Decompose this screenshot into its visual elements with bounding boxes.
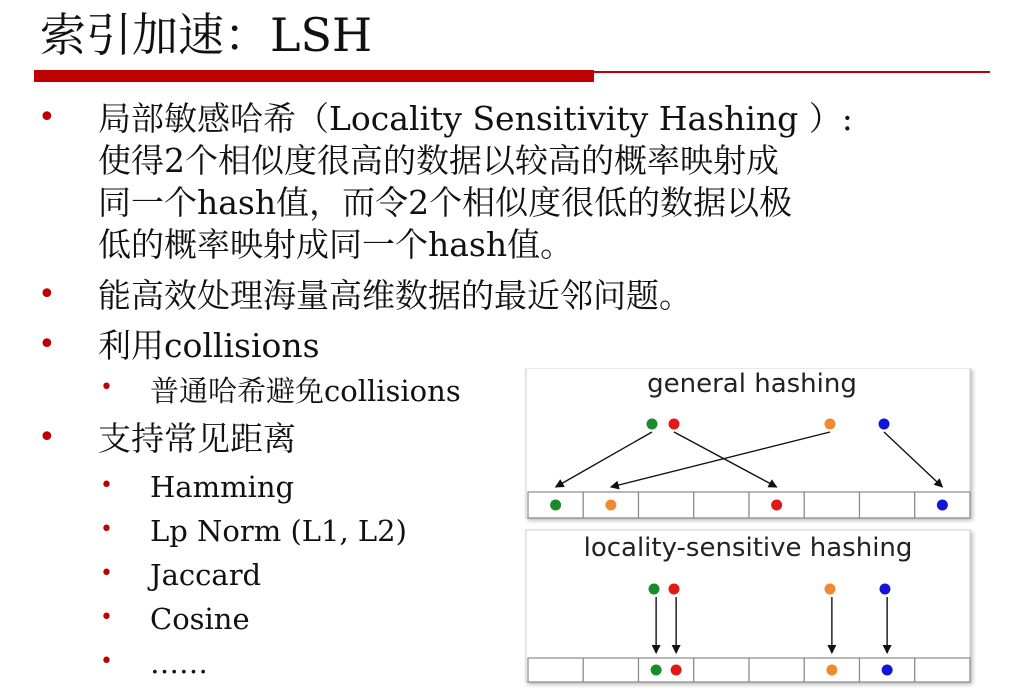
hash-bucket-5 bbox=[749, 658, 804, 682]
hash-bucket-row bbox=[528, 658, 970, 682]
bullet-2-text: 能高效处理海量高维数据的最近邻问题。 bbox=[98, 276, 692, 315]
orange-hashed-point bbox=[826, 665, 837, 676]
lsh-title: locality-sensitive hashing bbox=[583, 533, 913, 563]
bullet-4-sub-3: Jaccard bbox=[150, 558, 262, 592]
bullet-dot: • bbox=[38, 277, 56, 312]
bullet-dot: • bbox=[38, 100, 56, 135]
bullet-3-text: 利用collisions bbox=[98, 326, 320, 365]
bullet-1-line-1: 局部敏感哈希（Locality Sensitivity Hashing ）: bbox=[98, 99, 853, 138]
green-hashed-point bbox=[550, 500, 561, 511]
green-hashed-point bbox=[651, 665, 662, 676]
page-title: 索引加速：LSH bbox=[40, 8, 373, 62]
blue-input-point bbox=[879, 419, 890, 430]
hash-bucket-8 bbox=[915, 658, 970, 682]
bullet-1-line-3: 同一个hash值，而令2个相似度很低的数据以极 bbox=[98, 183, 793, 222]
bullet-4-sub-2: Lp Norm (L1, L2) bbox=[150, 514, 407, 548]
orange-input-point bbox=[825, 419, 836, 430]
hash-bucket-7 bbox=[860, 492, 915, 518]
red-input-point bbox=[669, 584, 680, 595]
hash-bucket-2 bbox=[583, 658, 638, 682]
lsh-panel bbox=[526, 530, 970, 682]
sub-bullet-dot: • bbox=[100, 605, 113, 630]
general-hashing-title: general hashing bbox=[647, 369, 857, 399]
hash-bucket-4 bbox=[694, 492, 749, 518]
sub-bullet-dot: • bbox=[100, 473, 113, 498]
bullet-dot: • bbox=[38, 420, 56, 455]
bullet-3-sub-1: 普通哈希避免collisions bbox=[150, 374, 461, 408]
hash-bucket-3 bbox=[639, 492, 694, 518]
green-input-point bbox=[647, 419, 658, 430]
red-hashed-point bbox=[771, 500, 782, 511]
sub-bullet-dot: • bbox=[100, 517, 113, 542]
hash-bucket-row bbox=[528, 492, 970, 518]
hash-bucket-6 bbox=[804, 492, 859, 518]
red-input-point bbox=[669, 419, 680, 430]
sub-bullet-dot: • bbox=[100, 375, 113, 400]
hash-bucket-4 bbox=[694, 658, 749, 682]
sub-bullet-dot: • bbox=[100, 561, 113, 586]
green-input-point bbox=[649, 584, 660, 595]
blue-hashed-point bbox=[882, 665, 893, 676]
bullet-1-line-4: 低的概率映射成同一个hash值。 bbox=[98, 225, 574, 264]
blue-input-point bbox=[880, 584, 891, 595]
orange-hashed-point bbox=[605, 500, 616, 511]
hash-bucket-3 bbox=[639, 658, 694, 682]
title-rule-line bbox=[594, 71, 990, 73]
bullet-4-text: 支持常见距离 bbox=[98, 419, 296, 458]
bullet-4-sub-1: Hamming bbox=[150, 470, 295, 504]
sub-bullet-dot: • bbox=[100, 649, 113, 674]
hash-bucket-1 bbox=[528, 658, 583, 682]
orange-input-point bbox=[825, 584, 836, 595]
title-underline-bar bbox=[34, 70, 594, 82]
bullet-1-line-2: 使得2个相似度很高的数据以较高的概率映射成 bbox=[98, 141, 779, 180]
hashing-comparison-figure bbox=[524, 368, 976, 688]
bullet-4-sub-5: …… bbox=[150, 646, 208, 680]
blue-hashed-point bbox=[937, 500, 948, 511]
bullet-dot: • bbox=[38, 327, 56, 362]
red-hashed-point bbox=[671, 665, 682, 676]
bullet-4-sub-4: Cosine bbox=[150, 602, 250, 636]
general-hashing-panel bbox=[526, 368, 970, 518]
